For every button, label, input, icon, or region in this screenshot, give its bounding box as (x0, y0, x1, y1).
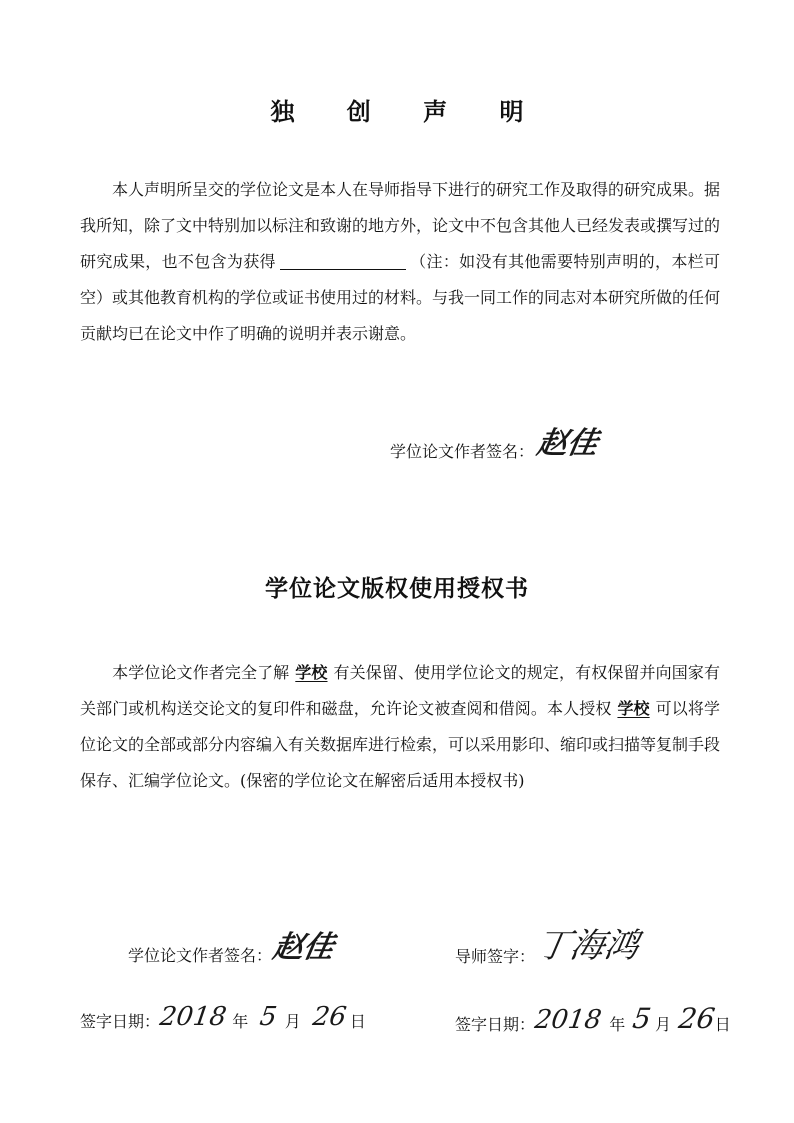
author-date-line (80, 1002, 366, 1032)
authorization-text-c: 可以将学位论文的全部或部分内容编入有关数据库进行检索，可以采用影印、缩印或扫描等复制手段保存、汇编学位论文。(保密的学位论文在解密后适用本授权书) (80, 699, 721, 790)
authorization-text-a: 本学位论文作者完全了解 (112, 663, 290, 682)
advisor-date-label: 签字日期： (455, 1015, 536, 1034)
advisor-date-line (455, 1002, 731, 1035)
author-date-year: 2018 (157, 1002, 229, 1032)
declaration-signature: 赵佳 (534, 426, 601, 461)
advisor-date-day-unit: 日 (714, 1015, 731, 1034)
advisor-signature: 丁海鸿 (532, 926, 642, 966)
advisor-date-year-unit: 年 (609, 1015, 626, 1034)
school-fill-2: 学校 (617, 699, 650, 718)
declaration-text-2: （注：如没有其他需要特别声明的，本栏可空）或其他教育机构的学位或证书使用过的材料。与我一同工作的同志对本研究所做的任何贡献均已在论文中作了明确的说明并表示谢意。 (80, 252, 721, 343)
author-signature: 赵佳 (270, 930, 337, 965)
authorization-body (80, 655, 720, 799)
author-signature-line (128, 922, 337, 966)
degree-blank-line (280, 251, 406, 270)
author-date-month: 5 (258, 1002, 279, 1032)
declaration-signature-label: 学位论文作者签名： (390, 442, 535, 461)
advisor-date-month-unit: 月 (655, 1015, 672, 1034)
authorization-title: 学位论文版权使用授权书 (265, 576, 529, 602)
author-signature-label: 学位论文作者签名： (128, 946, 273, 965)
school-fill-1: 学校 (295, 663, 328, 682)
author-date-month-unit: 月 (284, 1012, 301, 1031)
author-date-label: 签字日期： (80, 1012, 161, 1031)
advisor-date-day: 26 (676, 1002, 718, 1035)
advisor-date-month: 5 (630, 1002, 654, 1035)
author-date-day: 26 (310, 1002, 348, 1032)
author-date-day-unit: 日 (349, 1012, 366, 1031)
declaration-signature-line (390, 418, 601, 462)
declaration-body (80, 172, 720, 352)
declaration-title: 独 创 声 明 (270, 98, 546, 126)
declaration-text-1: 本人声明所呈交的学位论文是本人在导师指导下进行的研究工作及取得的研究成果。据我所知，除了文中特别加以标注和致谢的地方外，论文中不包含其他人已经发表或撰写过的研究成果，也不包含为获得 (80, 180, 721, 271)
author-date-year-unit: 年 (232, 1012, 249, 1031)
advisor-signature-label: 导师签字： (455, 947, 536, 966)
advisor-signature-line (455, 918, 642, 967)
authorization-text-b: 有关保留、使用学位论文的规定，有权保留并向国家有关部门或机构送交论文的复印件和磁盘，允许论文被查阅和借阅。本人授权 (80, 663, 720, 718)
advisor-date-year: 2018 (532, 1005, 604, 1035)
